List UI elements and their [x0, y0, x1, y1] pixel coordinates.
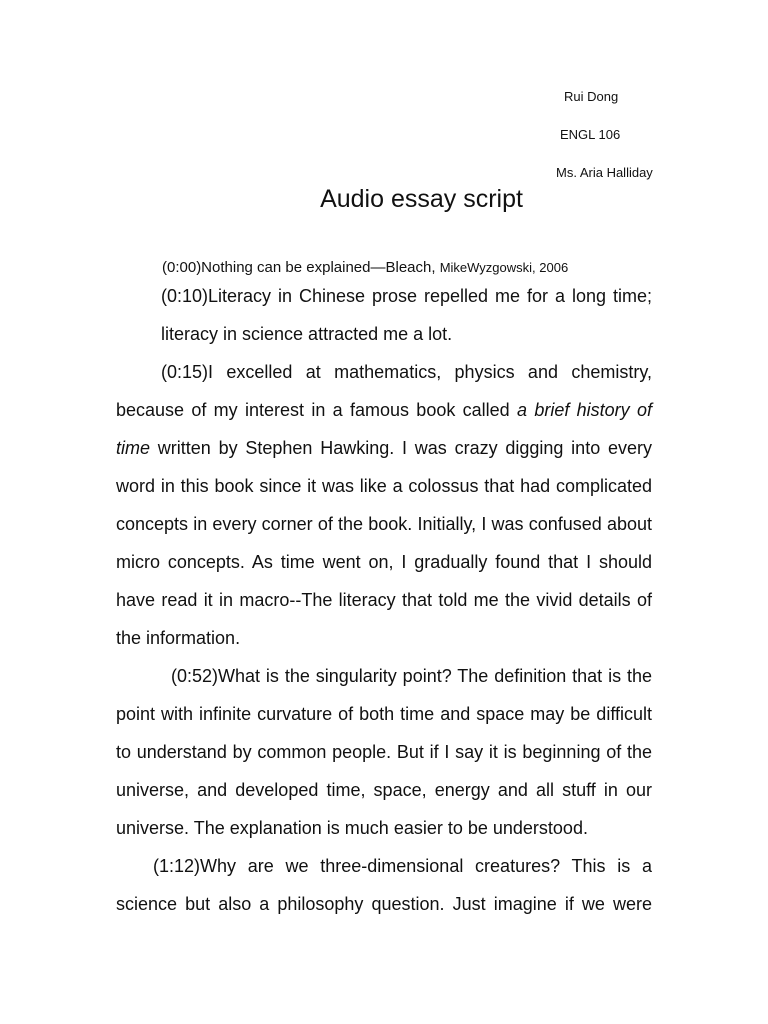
text-segment: written by Stephen Hawking. I was crazy digging into every [150, 438, 652, 458]
text-line: concepts in every corner of the book. Initially, I was confused about [116, 514, 652, 534]
text-line: micro concepts. As time went on, I gradually found that I should [116, 552, 652, 572]
text-line: (0:10)Literacy in Chinese prose repelled me for a long time; [161, 286, 652, 306]
citation-author-year: MikeWyzgowski, 2006 [439, 260, 569, 275]
book-title-italic: a brief history of [517, 400, 652, 420]
text-line: universe, and developed time, space, energy and all stuff in our [116, 780, 652, 800]
text-line: universe. The explanation is much easier to be understood. [116, 818, 588, 838]
text-line: to understand by common people. But if I say it is beginning of the [116, 742, 652, 762]
text-line: (0:52)What is the singularity point? The definition that is the [171, 666, 652, 686]
text-line: the information. [116, 628, 241, 648]
text-line: science but also a philosophy question. Just imagine if we were [116, 894, 652, 914]
text-line: point with infinite curvature of both time and space may be difficult [116, 704, 652, 724]
instructor-name: Ms. Aria Halliday [556, 165, 653, 180]
text-line: have read it in macro--The literacy that told me the vivid details of [116, 590, 652, 610]
text-line [116, 399, 652, 421]
citation-line [162, 259, 568, 276]
text-line [116, 437, 652, 459]
text-segment: because of my interest in a famous book called [116, 400, 517, 420]
course-code: ENGL 106 [560, 127, 621, 142]
book-title-italic: time [116, 438, 151, 458]
text-line: (0:15)I excelled at mathematics, physics and chemistry, [161, 362, 652, 382]
text-line: word in this book since it was like a colossus that had complicated [116, 476, 652, 496]
document-title: Audio essay script [320, 185, 523, 213]
citation-main: (0:00)Nothing can be explained—Bleach, [162, 259, 440, 276]
author-name: Rui Dong [564, 89, 619, 104]
text-line: (1:12)Why are we three-dimensional creatures? This is a [153, 856, 652, 876]
text-line: literacy in science attracted me a lot. [161, 324, 453, 344]
